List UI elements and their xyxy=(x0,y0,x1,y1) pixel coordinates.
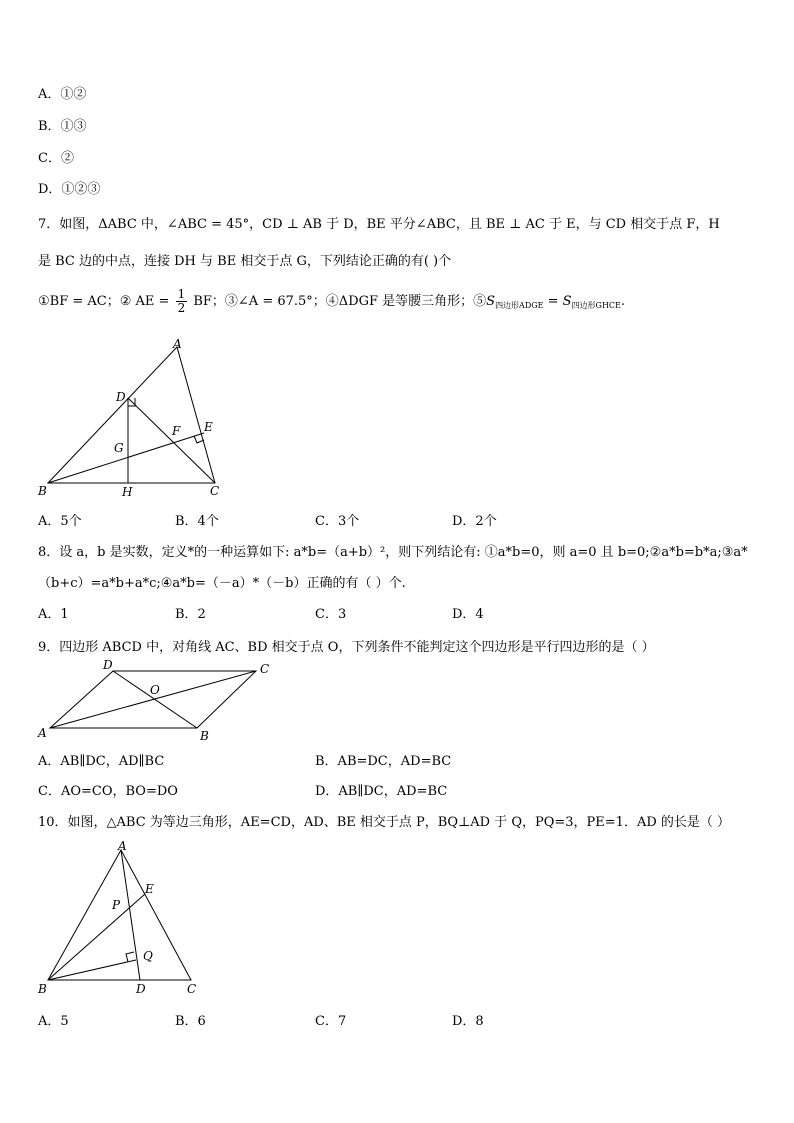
q9-parallelogram-figure xyxy=(30,655,280,745)
q10-line-bq xyxy=(48,960,136,980)
q8-option-d: D．4 xyxy=(452,607,484,622)
q7-label-c: C xyxy=(210,484,220,498)
q7-conclusion-part2: BF；③∠A = 67.5°；④ΔDGF 是等腰三角形；⑤ xyxy=(193,294,487,309)
q7-conclusion-part1: ①BF = AC；② AE = xyxy=(38,294,170,309)
q9-label-b: B xyxy=(200,729,209,743)
q7-option-b: B．4个 xyxy=(175,514,219,529)
q7-label-f: F xyxy=(172,424,181,438)
q7-label-g: G xyxy=(114,441,124,455)
q8-stem-line2: （b+c）=a*b+a*c;④a*b=（－a）*（－b）正确的有（ ）个. xyxy=(38,576,406,591)
q6-option-b: B．①③ xyxy=(38,119,87,134)
q7-label-d: D xyxy=(116,390,126,404)
q9-option-d: D．AB∥DC，AD=BC xyxy=(315,784,448,799)
q8-option-c: C．3 xyxy=(315,607,347,622)
q8-option-b: B．2 xyxy=(175,607,206,622)
q9-label-d: D xyxy=(103,658,113,672)
q7-area-symbol: S xyxy=(486,294,496,309)
q9-label-a: A xyxy=(38,726,47,740)
q10-label-p: P xyxy=(112,898,121,912)
q7-label-a: A xyxy=(173,337,182,351)
q7-option-c: C．3个 xyxy=(315,514,360,529)
q7-label-h: H xyxy=(122,485,133,499)
q9-option-a: A．AB∥DC，AD∥BC xyxy=(38,754,165,769)
q7-stem-line2: 是 BC 边的中点，连接 DH 与 BE 相交于点 G，下列结论正确的有( )个 xyxy=(38,254,452,269)
q7-area-subscript-2: 四边形GHCE xyxy=(571,301,621,310)
q10-label-a: A xyxy=(118,839,127,853)
q7-fraction-denominator: 2 xyxy=(177,301,186,315)
q7-triangle-figure xyxy=(30,335,230,505)
q7-area-subscript-1: 四边形ADGE xyxy=(495,301,544,310)
q9-diagonal-bd xyxy=(113,671,197,728)
q10-option-a: A．5 xyxy=(38,1014,69,1029)
q7-fraction xyxy=(176,288,188,315)
q6-option-d: D．①②③ xyxy=(38,182,101,197)
q9-option-c: C．AO=CO，BO=DO xyxy=(38,784,178,799)
q7-area-equals: = S xyxy=(543,294,572,309)
q10-label-c: C xyxy=(187,982,197,996)
q6-option-a: A．①② xyxy=(38,87,87,102)
q9-label-c: C xyxy=(260,662,270,676)
q7-option-a: A．5个 xyxy=(38,514,82,529)
q7-label-b: B xyxy=(38,484,47,498)
q8-option-a: A．1 xyxy=(38,607,69,622)
q7-conclusions xyxy=(38,288,625,315)
q7-conclusion-end: . xyxy=(620,294,626,309)
q7-stem-line1: 7．如图，ΔABC 中，∠ABC = 45°，CD ⊥ AB 于 D，BE 平分∠ABC，且 BE ⊥ AC 于 E，与 CD 相交于点 F，H xyxy=(38,217,720,232)
q10-stem: 10．如图，△ABC 为等边三角形，AE=CD，AD、BE 相交于点 P，BQ⊥AD 于 Q，PQ=3，PE=1．AD 的长是（ ） xyxy=(38,815,731,830)
q6-option-c: C．② xyxy=(38,151,74,166)
q10-line-ad xyxy=(121,850,140,980)
q10-option-c: C．7 xyxy=(315,1014,347,1029)
q8-stem-line1: 8．设 a，b 是实数，定义*的一种运算如下: a*b=（a+b）²，则下列结论有: ①a*b=0，则 a=0 且 b=0;②a*b=b*a;③a* xyxy=(38,545,748,560)
q10-triangle-figure xyxy=(30,837,210,1002)
q7-fraction-numerator: 1 xyxy=(177,287,186,301)
q9-option-b: B．AB=DC，AD=BC xyxy=(315,754,452,769)
q10-option-d: D．8 xyxy=(452,1014,484,1029)
q7-option-d: D．2个 xyxy=(452,514,497,529)
q9-stem: 9．四边形 ABCD 中，对角线 AC、BD 相交于点 O，下列条件不能判定这个四边形是平行四边形的是（ ） xyxy=(38,640,655,655)
q7-label-e: E xyxy=(204,420,213,434)
q10-label-d: D xyxy=(136,982,146,996)
q10-label-b: B xyxy=(38,982,47,996)
q10-label-e: E xyxy=(145,882,154,896)
q9-label-o: O xyxy=(150,683,160,697)
q10-option-b: B．6 xyxy=(175,1014,206,1029)
q10-label-q: Q xyxy=(143,949,153,963)
q10-line-be xyxy=(48,894,145,980)
